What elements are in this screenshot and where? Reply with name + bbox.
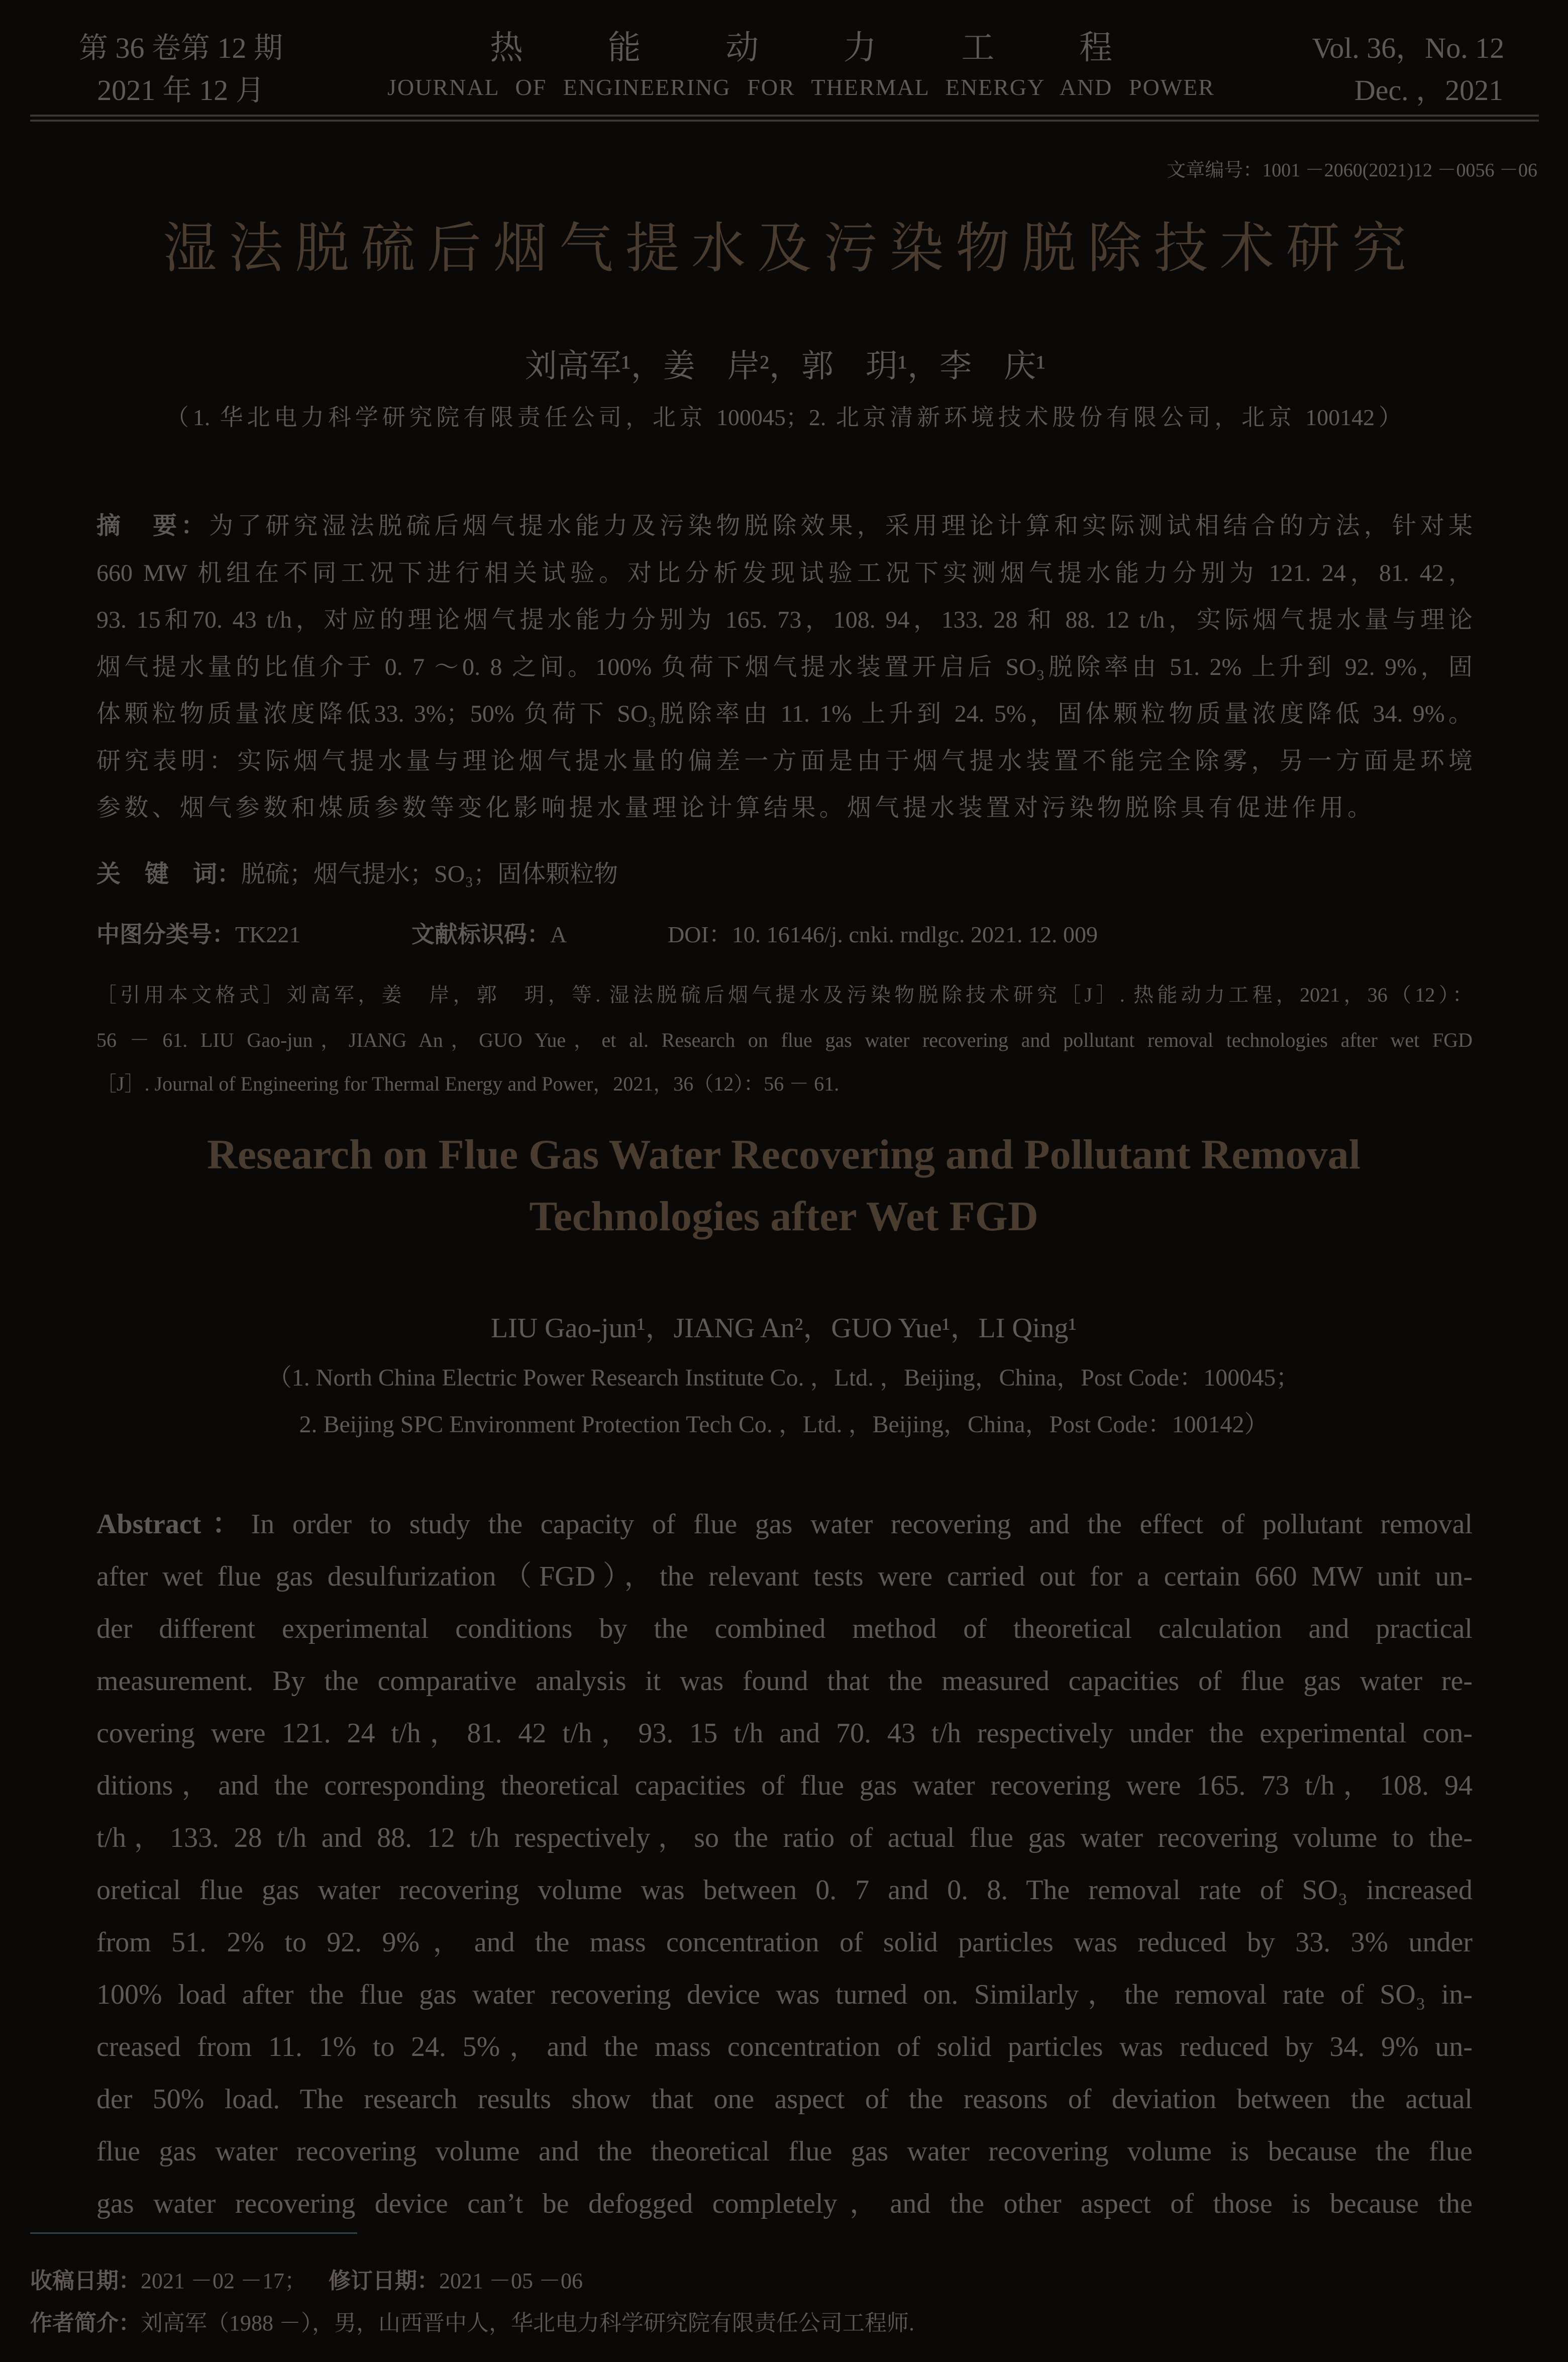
author-bio-label: 作者简介： (30, 2311, 141, 2335)
abstract-cn-line: 烟气提水量的比值介于 0. 7 ～0. 8 之间。100% 负荷下烟气提水装置开启后 SO₃脱除率由 51. 2% 上升到 92. 9%，固 (96, 654, 1473, 680)
title-en-line: Research on Flue Gas Water Recovering and Pollutant Removal (207, 1131, 1361, 1178)
keywords-cn (96, 859, 1473, 890)
keywords-cn-label: 关 键 词： (96, 861, 242, 888)
revised-date: 2021 －05 －06 (439, 2269, 583, 2293)
abstract-en-text: In order to study the capacity of flue gas water recovering and the effect of pollutant removal (251, 1509, 1473, 1540)
author-bio-text: 刘高军（1988 －），男，山西晋中人，华北电力科学研究院有限责任公司工程师. (141, 2311, 914, 2335)
abstract-cn-label: 摘 要： (96, 513, 210, 539)
authors-en: LIU Gao-jun¹，JIANG An²，GUO Yue¹，LI Qing¹ (490, 1313, 1077, 1344)
abstract-en-line: 100% load after the flue gas water recovering device was turned on. Similarly，the removal rate of SO₃ in- (96, 1979, 1473, 2010)
keywords-cn-text: 脱硫；烟气提水；SO₃；固体颗粒物 (241, 861, 618, 888)
header-journal-name-en: JOURNAL OF ENGINEERING FOR THERMAL ENERGY AND POWER (387, 74, 1215, 100)
clc-number (96, 920, 398, 950)
abstract-cn-text: 为了研究湿法脱硫后烟气提水能力及污染物脱除效果，采用理论计算和实际测试相结合的方法，针对某 (209, 513, 1473, 539)
doi: DOI：10. 16146/j. cnki. rndlgc. 2021. 12. 009 (668, 922, 1098, 947)
abstract-en-line: creased from 11. 1% to 24. 5%，and the mass concentration of solid particles was reduced by 34. 9% un- (96, 2031, 1473, 2062)
abstract-cn-line: 体颗粒物质量浓度降低33. 3%；50% 负荷下 SO₃脱除率由 11. 1% 上升到 24. 5%，固体颗粒物质量浓度降低 34. 9%。 (96, 701, 1473, 727)
abstract-cn-line: 660 MW 机组在不同工况下进行相关试验。对比分析发现试验工况下实测烟气提水能力分别为 121. 24，81. 42， (96, 560, 1473, 586)
header-date-cn: 2021 年 12 月 (97, 74, 265, 107)
affiliation-cn: （1. 华北电力科学研究院有限责任公司，北京 100045；2. 北京清新环境技术股份有限公司，北京 100142） (166, 405, 1402, 430)
header-journal-name-cn: 热 能 动 力 工 程 (490, 30, 1112, 66)
clc-value: TK221 (235, 922, 301, 947)
abstract-en-line: der 50% load. The research results show that one aspect of the reasons of deviation between the actual (96, 2084, 1473, 2115)
abstract-en-label: Abstract： (96, 1509, 251, 1540)
citation-line: ［J］. Journal of Engineering for Thermal Energy and Power，2021，36（12）：56 － 61. (96, 1072, 840, 1095)
header-volume-issue-cn: 第 36 卷第 12 期 (78, 32, 283, 64)
page-title-cn: 湿法脱硫后烟气提水及污染物脱除技术研究 (163, 217, 1406, 280)
abstract-en-line: gas water recovering device can’t be defogged completely，and the other aspect of those is because the (96, 2188, 1473, 2219)
header-date-en: Dec. ，2021 (1354, 74, 1504, 107)
authors-cn: 刘高军¹，姜 岸²，郭 玥¹，李 庆¹ (525, 348, 1046, 384)
abstract-cn-line (96, 503, 1473, 549)
header-volume-issue-en: Vol. 36，No. 12 (1312, 32, 1505, 64)
document-code-label: 文献标识码： (411, 922, 550, 947)
citation-line: ［引用本文格式］刘高军，姜 岸，郭 玥，等. 湿法脱硫后烟气提水及污染物脱除技术研究［J］. 热能动力工程，2021，36（12）： (96, 983, 1473, 1006)
abstract-en-line: ditions，and the corresponding theoretical capacities of flue gas water recovering were 165. 73 t/h，108. 94 (96, 1770, 1473, 1801)
abstract-en-line (96, 1498, 1473, 1550)
header-rule-bottom (30, 120, 1539, 122)
footnote-author-bio (30, 2308, 1286, 2338)
clc-label: 中图分类号： (96, 922, 235, 947)
header-rule-top (30, 115, 1539, 117)
affiliation-en-line: （1. North China Electric Power Research Institute Co. ，Ltd. ，Beijing，China，Post Code：100045； (267, 1364, 1300, 1391)
affiliation-en-line: 2. Beijing SPC Environment Protection Tech Co. ，Ltd. ，Beijing，China，Post Code：100142） (299, 1411, 1269, 1438)
revised-label: 修订日期： (329, 2269, 439, 2293)
received-label: 收稿日期： (30, 2269, 141, 2293)
abstract-en-line: flue gas water recovering volume and the theoretical flue gas water recovering volume is because the flue (96, 2136, 1473, 2167)
abstract-en-line: oretical flue gas water recovering volume was between 0. 7 and 0. 8. The removal rate of SO₃ increased (96, 1875, 1473, 1906)
title-en-line: Technologies after Wet FGD (529, 1193, 1038, 1240)
received-date: 2021 －02 －17； (141, 2269, 306, 2293)
document-code-value: A (550, 922, 567, 947)
document-code (411, 920, 653, 950)
abstract-cn-line: 研究表明：实际烟气提水量与理论烟气提水量的偏差一方面是由于烟气提水装置不能完全除雾，另一方面是环境 (96, 748, 1473, 774)
abstract-cn-line: 参数、烟气参数和煤质参数等变化影响提水量理论计算结果。烟气提水装置对污染物脱除具有促进作用。 (96, 795, 1372, 821)
footnote-dates (30, 2266, 1286, 2296)
abstract-en-line: t/h，133. 28 t/h and 88. 12 t/h respectively，so the ratio of actual flue gas water recovering volume to the- (96, 1822, 1473, 1853)
footnote-rule (30, 2232, 357, 2234)
abstract-en-line: from 51. 2% to 92. 9%，and the mass concentration of solid particles was reduced by 33. 3% under (96, 1927, 1473, 1958)
abstract-en-line: der different experimental conditions by the combined method of theoretical calculation and practical (96, 1613, 1473, 1644)
citation-line: 56 － 61. LIU Gao-jun，JIANG An，GUO Yue，et al. Research on flue gas water recovering and pollutant removal technologies after wet FGD (96, 1029, 1473, 1051)
abstract-en-line: measurement. By the comparative analysis it was found that the measured capacities of flue gas water re- (96, 1665, 1473, 1697)
abstract-en-line: covering were 121. 24 t/h，81. 42 t/h，93. 15 t/h and 70. 43 t/h respectively under the experimental con- (96, 1718, 1473, 1749)
abstract-cn-line: 93. 15和70. 43 t/h，对应的理论烟气提水能力分别为 165. 73，108. 94，133. 28 和 88. 12 t/h，实际烟气提水量与理论 (96, 607, 1473, 633)
article-number: 文章编号：1001 －2060(2021)12 －0056 －06 (1167, 160, 1537, 181)
abstract-en-line: after wet flue gas desulfurization（FGD），the relevant tests were carried out for a certain 660 MW unit un- (96, 1561, 1473, 1592)
